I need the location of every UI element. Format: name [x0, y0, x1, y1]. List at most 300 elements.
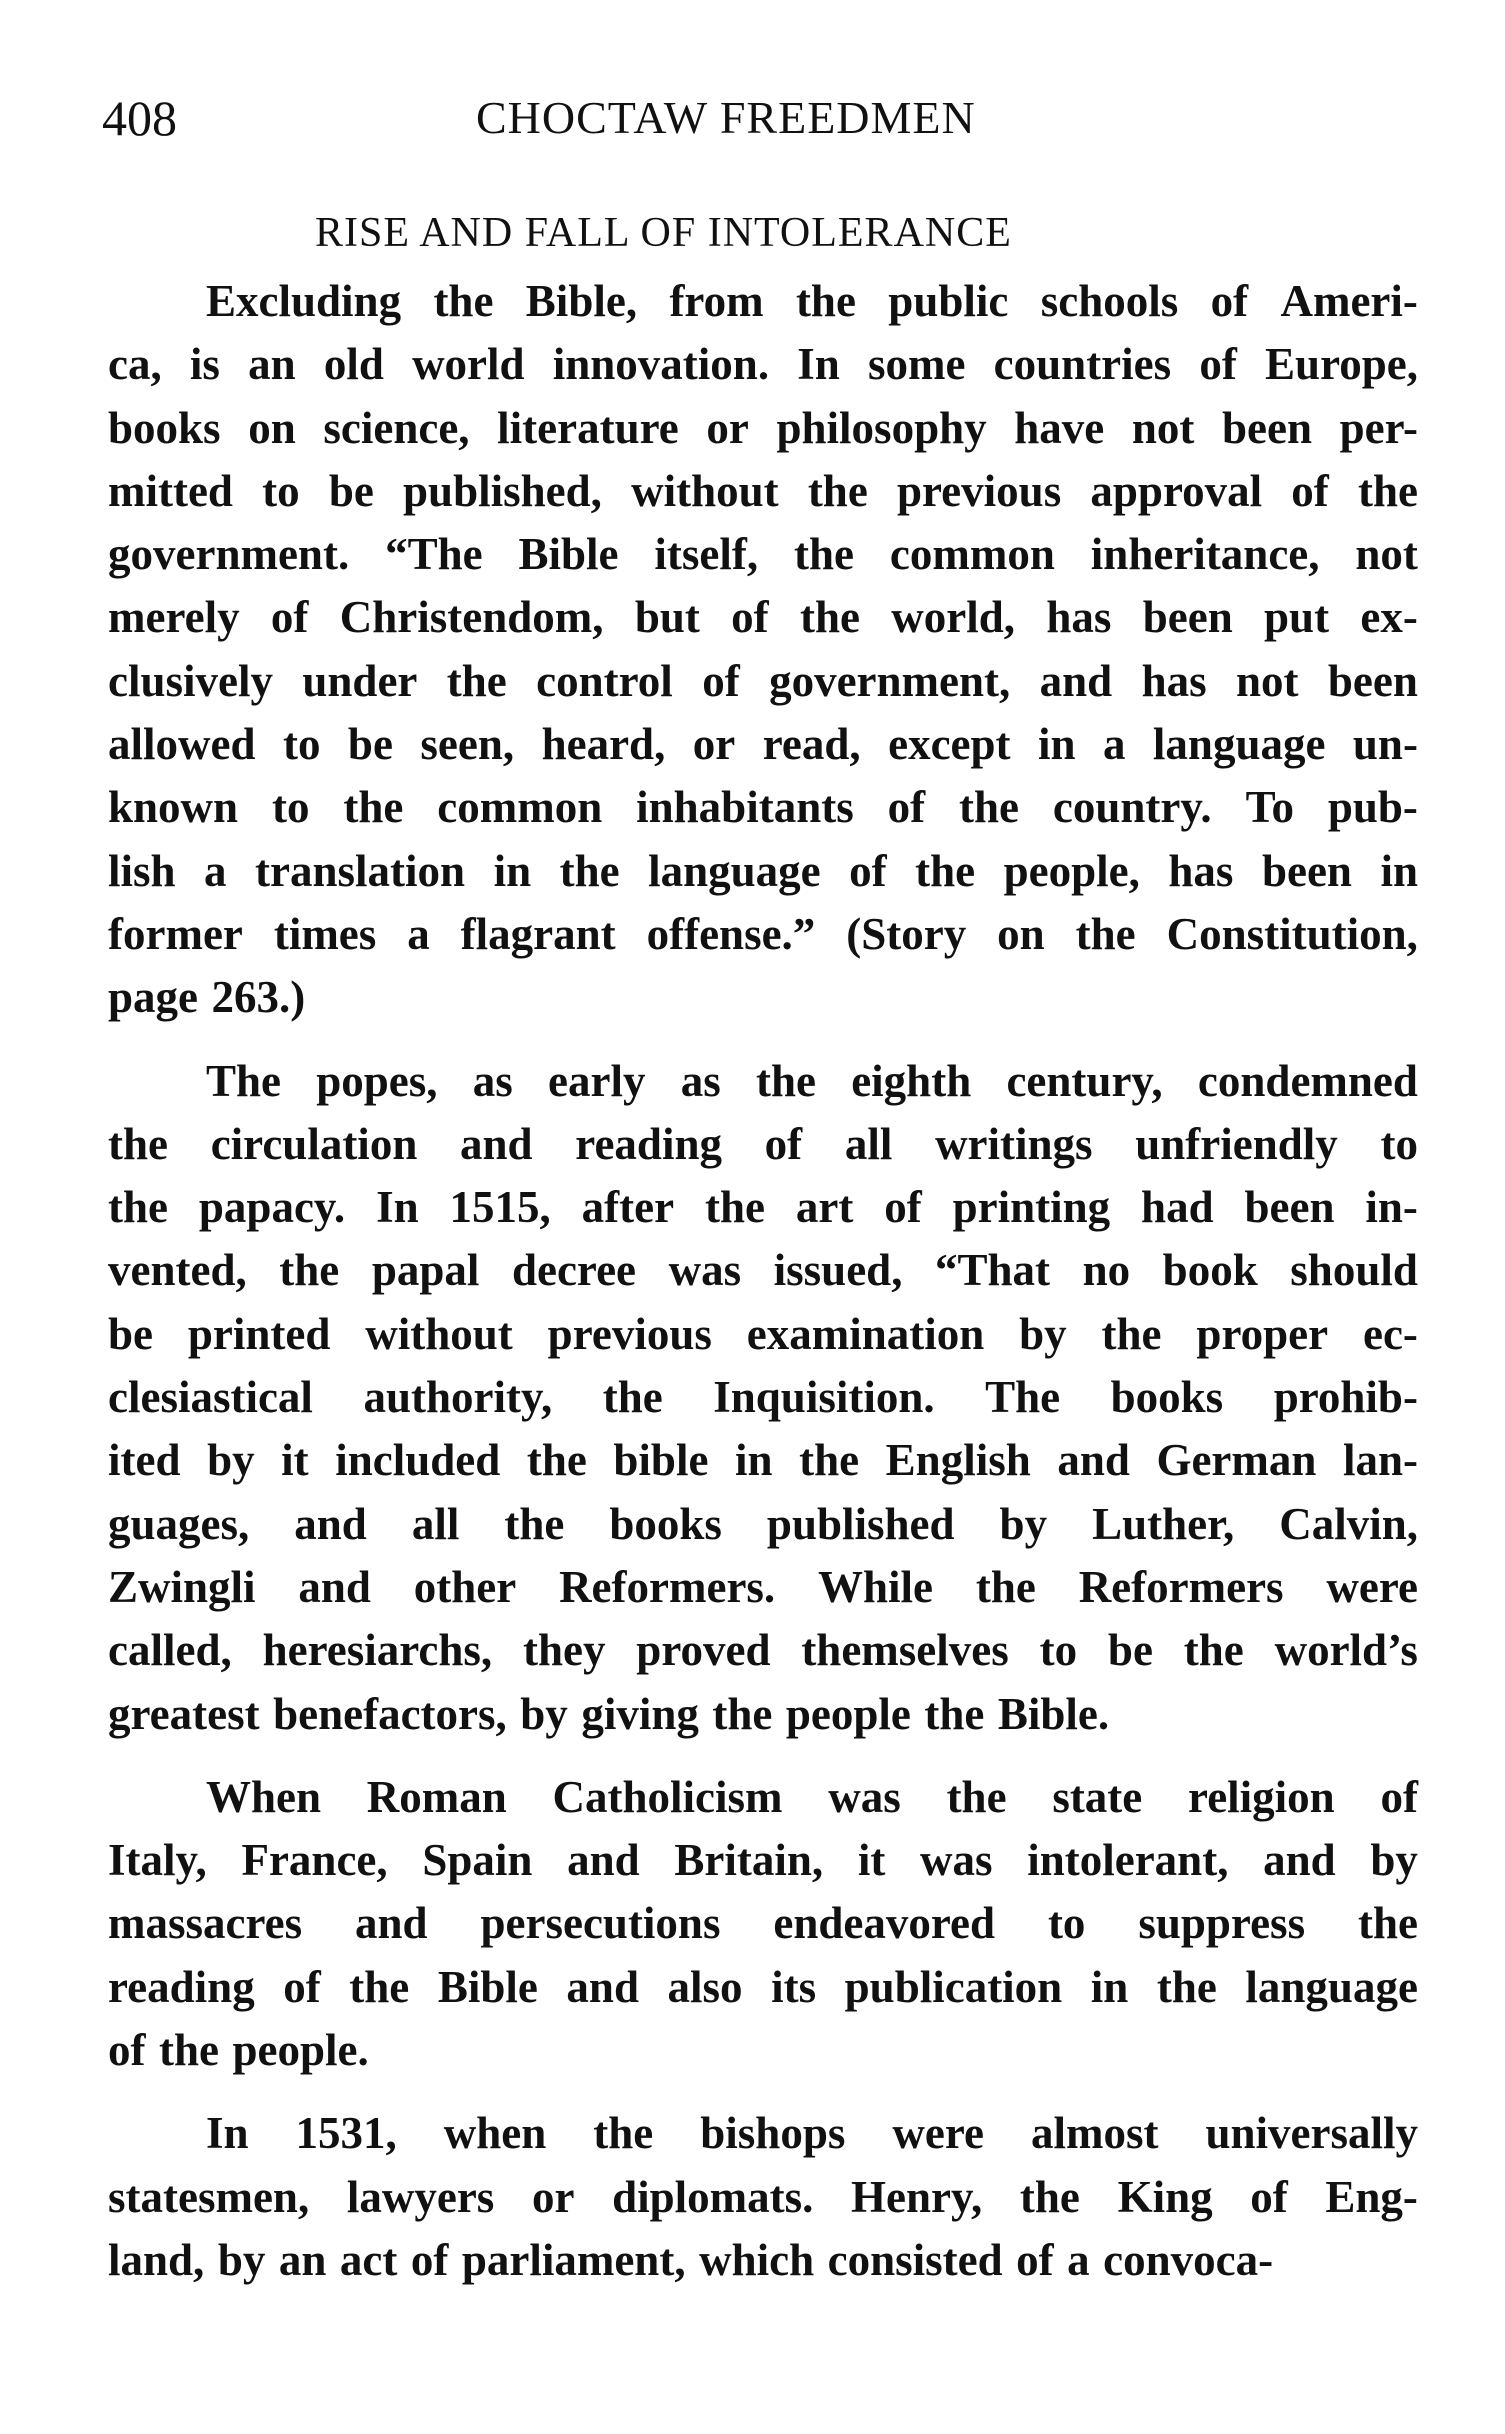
word: world — [412, 339, 525, 390]
word: to — [1047, 1898, 1086, 1949]
word: the — [704, 1182, 765, 1233]
word: act — [339, 2234, 398, 2285]
word: to — [271, 782, 310, 833]
word: proved — [636, 1625, 771, 1676]
word: of — [108, 2025, 146, 2076]
word: the — [799, 1435, 860, 1486]
text-line — [108, 1176, 1418, 1239]
word: has — [1168, 845, 1234, 896]
word: no — [1082, 1245, 1131, 1296]
text-line — [108, 1050, 1418, 1113]
word: Luther, — [1092, 1498, 1235, 1549]
word: control — [536, 655, 673, 706]
word: some — [868, 339, 966, 390]
word: papal — [371, 1245, 480, 1296]
word: the — [755, 1055, 816, 1106]
word: inhabitants — [636, 782, 854, 833]
word: benefactors, — [273, 1688, 507, 1739]
word: been — [1142, 592, 1233, 643]
word: science, — [323, 402, 470, 453]
word: massacres — [108, 1898, 303, 1949]
word: the — [1357, 1898, 1418, 1949]
word: books — [108, 402, 221, 453]
text-line — [108, 966, 1418, 1029]
text-line — [108, 1556, 1418, 1619]
word: of — [702, 655, 740, 706]
word: heard, — [541, 719, 666, 770]
word: the — [1101, 1308, 1162, 1359]
word: when — [443, 2108, 547, 2159]
word: proper — [1196, 1308, 1329, 1359]
word: printed — [187, 1308, 331, 1359]
word: authority, — [363, 1372, 553, 1423]
word: approval — [1090, 465, 1263, 516]
word: put — [1264, 592, 1330, 643]
text-line — [108, 840, 1418, 903]
word: convoca- — [1103, 2234, 1274, 2285]
word: public — [888, 276, 1009, 326]
word: condemned — [1197, 1055, 1418, 1106]
text-line — [108, 2102, 1418, 2165]
word: Italy, — [108, 1835, 207, 1886]
word: Ameri- — [1280, 276, 1418, 326]
word: (Story — [846, 908, 967, 959]
word: Catholicism — [552, 1771, 783, 1822]
word: language — [1245, 1961, 1418, 2012]
word: of — [887, 782, 926, 833]
word: by — [999, 1498, 1048, 1549]
word: but — [634, 592, 700, 643]
word: persecutions — [480, 1898, 721, 1949]
word: ited — [108, 1435, 181, 1486]
word: common — [889, 529, 1055, 580]
text-line — [108, 2166, 1418, 2229]
word: ec- — [1362, 1308, 1418, 1359]
word: common — [437, 782, 603, 833]
word: country. — [1052, 782, 1212, 833]
word: was — [920, 1835, 993, 1886]
text-line — [108, 1766, 1418, 1829]
word: it — [281, 1435, 309, 1486]
word: circulation — [210, 1118, 418, 1169]
word: a — [1067, 2234, 1090, 2285]
word: the — [1183, 1625, 1244, 1676]
word: a — [1102, 719, 1126, 770]
word: To — [1245, 782, 1294, 833]
word: Bible. — [997, 1688, 1110, 1739]
word: an — [248, 339, 296, 390]
word: German — [1156, 1435, 1317, 1486]
word: old — [323, 339, 384, 390]
word: diplomats. — [612, 2171, 814, 2222]
text-line — [108, 650, 1418, 713]
section-title: RISE AND FALL OF INTOLERANCE — [315, 210, 1012, 256]
word: countries — [993, 339, 1172, 390]
text-line — [108, 1493, 1418, 1556]
word: times — [273, 908, 377, 959]
word: the — [794, 529, 855, 580]
word: allowed — [108, 719, 256, 770]
word: In — [797, 339, 840, 390]
word: the — [349, 1961, 410, 2012]
word: English — [885, 1435, 1031, 1486]
word: all — [411, 1498, 460, 1549]
word: per- — [1339, 402, 1418, 453]
word: published — [766, 1498, 955, 1549]
word: to — [282, 719, 321, 770]
word: religion — [1188, 1771, 1335, 1822]
word: the — [108, 1182, 168, 1233]
word: which — [699, 2234, 815, 2285]
word: should — [1290, 1245, 1418, 1296]
word: 263.) — [211, 972, 306, 1023]
text-line — [108, 713, 1418, 776]
word: to — [1039, 1625, 1078, 1676]
word: art — [795, 1182, 854, 1233]
word: clusively — [108, 655, 273, 706]
word: as — [472, 1055, 513, 1106]
text-line — [108, 523, 1418, 586]
word: its — [771, 1961, 817, 2012]
word: Bible, — [525, 276, 638, 326]
word: examination — [746, 1308, 985, 1359]
word: people — [785, 1688, 911, 1739]
text-line — [108, 1429, 1418, 1492]
word: the — [807, 465, 868, 516]
word: of — [1199, 339, 1237, 390]
text-line — [108, 1892, 1418, 1955]
paragraph — [108, 1766, 1418, 2082]
word: not — [1355, 529, 1418, 580]
word: be — [328, 465, 374, 516]
word: decree — [511, 1245, 637, 1296]
word: Christendom, — [339, 592, 604, 643]
word: In — [206, 2108, 249, 2159]
word: in — [1380, 845, 1418, 896]
word: and — [566, 1961, 639, 2012]
word: the — [946, 1771, 1007, 1822]
word: and — [460, 1118, 533, 1169]
word: and — [294, 1498, 367, 1549]
word: heresiarchs, — [262, 1625, 493, 1676]
word: page — [108, 972, 198, 1023]
word: lawyers — [346, 2171, 495, 2222]
text-line — [108, 333, 1418, 396]
running-head: CHOCTAW FREEDMEN — [476, 92, 976, 143]
word: had — [1141, 1182, 1214, 1233]
word: printing — [952, 1182, 1111, 1233]
word: after — [581, 1182, 675, 1233]
word: the — [504, 1498, 565, 1549]
word: in — [735, 1435, 773, 1486]
word: it — [857, 1835, 886, 1886]
word: the — [602, 1372, 663, 1423]
word: Europe, — [1265, 339, 1418, 390]
word: or — [531, 2171, 575, 2222]
word: Bible — [518, 529, 619, 580]
paragraph — [108, 1050, 1418, 1746]
word: other — [413, 1561, 517, 1612]
word: eighth — [851, 1055, 972, 1106]
word: Roman — [366, 1771, 507, 1822]
word: all — [844, 1118, 893, 1169]
word: been — [1327, 655, 1418, 706]
paragraph-gap — [108, 2082, 1418, 2102]
word: be — [108, 1308, 153, 1359]
word: The — [985, 1372, 1061, 1423]
word: Henry, — [851, 2171, 983, 2222]
word: state — [1052, 1771, 1143, 1822]
word: of — [1250, 2171, 1288, 2222]
word: the — [924, 1688, 985, 1739]
word: itself, — [654, 529, 759, 580]
text-line — [108, 1829, 1418, 1892]
word: also — [667, 1961, 743, 2012]
word: world, — [891, 592, 1016, 643]
word: innovation. — [552, 339, 770, 390]
text-line — [108, 1683, 1418, 1746]
word: by — [1370, 1835, 1418, 1886]
word: and — [1039, 655, 1113, 706]
word: the — [279, 1245, 340, 1296]
word: the — [712, 1688, 773, 1739]
word: from — [669, 276, 764, 326]
word: of — [764, 1118, 803, 1169]
word: and — [567, 1835, 640, 1886]
word: on — [248, 402, 296, 453]
word: called, — [108, 1625, 232, 1676]
word: included — [335, 1435, 501, 1486]
word: Reformers — [1078, 1561, 1284, 1612]
word: on — [997, 908, 1045, 959]
word: century, — [1006, 1055, 1163, 1106]
page-number: 408 — [102, 90, 177, 146]
word: by — [520, 1688, 568, 1739]
word: clesiastical — [108, 1372, 313, 1423]
word: of — [283, 1961, 321, 2012]
word: of — [1291, 465, 1329, 516]
word: 1531, — [295, 2108, 397, 2159]
word: were — [892, 2108, 984, 2159]
word: or — [692, 719, 736, 770]
word: the — [915, 845, 976, 896]
text-line — [108, 397, 1418, 460]
word: reading — [108, 1961, 255, 2012]
word: lan- — [1342, 1435, 1418, 1486]
word: King — [1117, 2171, 1213, 2222]
word: people, — [1003, 845, 1140, 896]
word: people. — [232, 2025, 369, 2076]
text-line — [108, 1303, 1418, 1366]
word: Zwingli — [108, 1561, 256, 1612]
word: offense.” — [646, 908, 816, 959]
word: under — [302, 655, 418, 706]
word: Constitution, — [1166, 908, 1418, 959]
word: of — [1210, 276, 1249, 326]
word: the — [433, 276, 494, 326]
word: Eng- — [1325, 2171, 1418, 2222]
word: has — [1046, 592, 1112, 643]
word: the — [795, 276, 856, 326]
word: world’s — [1274, 1625, 1418, 1676]
paragraph-gap — [108, 1030, 1418, 1050]
word: suppress — [1138, 1898, 1306, 1949]
word: When — [206, 1771, 322, 1822]
word: Calvin, — [1279, 1498, 1418, 1549]
word: in — [1037, 719, 1076, 770]
word: published, — [403, 465, 602, 516]
word: the — [526, 1435, 587, 1486]
word: of — [410, 2234, 449, 2285]
word: without — [365, 1308, 513, 1359]
word: the — [959, 782, 1020, 833]
word: by — [217, 2234, 266, 2285]
word: been — [1261, 845, 1352, 896]
word: papacy. — [198, 1182, 346, 1233]
word: publication — [844, 1961, 1063, 2012]
word: pub- — [1327, 782, 1418, 833]
text-line — [108, 1956, 1418, 2019]
word: issued, — [773, 1245, 903, 1296]
word: almost — [1030, 2108, 1159, 2159]
word: the — [799, 592, 860, 643]
text-line — [108, 586, 1418, 649]
word: of — [884, 1182, 922, 1233]
word: of — [270, 592, 309, 643]
word: Excluding — [206, 276, 402, 326]
word: greatest — [108, 1688, 260, 1739]
word: or — [706, 402, 749, 453]
word: a — [407, 908, 430, 959]
word: literature — [497, 402, 679, 453]
word: as — [680, 1055, 721, 1106]
paragraph — [108, 2102, 1418, 2292]
word: reading — [575, 1118, 722, 1169]
word: was — [828, 1771, 901, 1822]
word: inheritance, — [1090, 529, 1320, 580]
word: former — [108, 908, 243, 959]
text-line — [108, 776, 1418, 839]
word: The — [206, 1055, 282, 1106]
word: parliament, — [461, 2234, 686, 2285]
word: the — [1357, 465, 1418, 516]
word: and — [298, 1561, 371, 1612]
word: been — [1244, 1182, 1335, 1233]
word: were — [1326, 1561, 1418, 1612]
word: In — [376, 1182, 419, 1233]
word: the — [593, 2108, 654, 2159]
word: by — [1019, 1308, 1067, 1359]
paragraph — [108, 270, 1418, 1030]
word: Britain, — [674, 1835, 824, 1886]
word: book — [1162, 1245, 1258, 1296]
text-line — [108, 2019, 1418, 2082]
word: the — [1156, 1961, 1217, 2012]
word: government, — [769, 655, 1011, 706]
word: books — [1110, 1372, 1224, 1423]
word: unfriendly — [1135, 1118, 1338, 1169]
word: bible — [613, 1435, 709, 1486]
text-line — [108, 460, 1418, 523]
word: translation — [255, 845, 466, 896]
word: previous — [897, 465, 1062, 516]
word: ca, — [108, 339, 162, 390]
word: of — [1016, 2234, 1054, 2285]
word: of — [1380, 1771, 1418, 1822]
word: Spain — [422, 1835, 533, 1886]
text-line — [108, 1619, 1418, 1682]
word: be — [1107, 1625, 1153, 1676]
word: an — [278, 2234, 327, 2285]
text-line — [108, 903, 1418, 966]
word: Reformers. — [559, 1561, 776, 1612]
word: without — [631, 465, 779, 516]
word: in- — [1365, 1182, 1418, 1233]
word: a — [204, 845, 227, 896]
word: Inquisition. — [713, 1372, 935, 1423]
word: except — [888, 719, 1011, 770]
word: the — [1075, 908, 1136, 959]
word: language — [1152, 719, 1326, 770]
word: consisted — [827, 2234, 1003, 2285]
word: and — [355, 1898, 428, 1949]
word: flagrant — [460, 908, 616, 959]
word: the — [975, 1561, 1036, 1612]
word: prohib- — [1273, 1372, 1418, 1423]
word: schools — [1040, 276, 1179, 326]
word: “The — [385, 529, 483, 580]
word: have — [1014, 402, 1105, 453]
word: language — [648, 845, 821, 896]
word: previous — [547, 1308, 712, 1359]
word: they — [522, 1625, 606, 1676]
word: to — [1380, 1118, 1418, 1169]
word: has — [1141, 655, 1207, 706]
word: popes, — [316, 1055, 438, 1106]
word: by — [207, 1435, 255, 1486]
word: While — [818, 1561, 934, 1612]
word: of — [849, 845, 887, 896]
word: merely — [108, 592, 240, 643]
word: writings — [935, 1118, 1093, 1169]
word: land, — [108, 2234, 205, 2285]
word: un- — [1352, 719, 1418, 770]
word: themselves — [801, 1625, 1009, 1676]
word: and — [1057, 1435, 1130, 1486]
paragraph-gap — [108, 1746, 1418, 1766]
text-line — [108, 1366, 1418, 1429]
word: intolerant, — [1027, 1835, 1229, 1886]
text-line — [108, 1239, 1418, 1302]
word: mitted — [108, 465, 233, 516]
word: the — [446, 655, 507, 706]
word: seen, — [420, 719, 515, 770]
text-line — [108, 270, 1418, 333]
word: France, — [241, 1835, 388, 1886]
word: giving — [581, 1688, 699, 1739]
word: is — [189, 339, 220, 390]
word: 1515, — [449, 1182, 551, 1233]
word: be — [347, 719, 393, 770]
word: not — [1236, 655, 1299, 706]
word: bishops — [700, 2108, 846, 2159]
body-text — [108, 270, 1418, 2292]
word: known — [108, 782, 239, 833]
word: to — [262, 465, 300, 516]
word: not — [1131, 402, 1195, 453]
word: the — [343, 782, 404, 833]
text-line — [108, 1113, 1418, 1176]
